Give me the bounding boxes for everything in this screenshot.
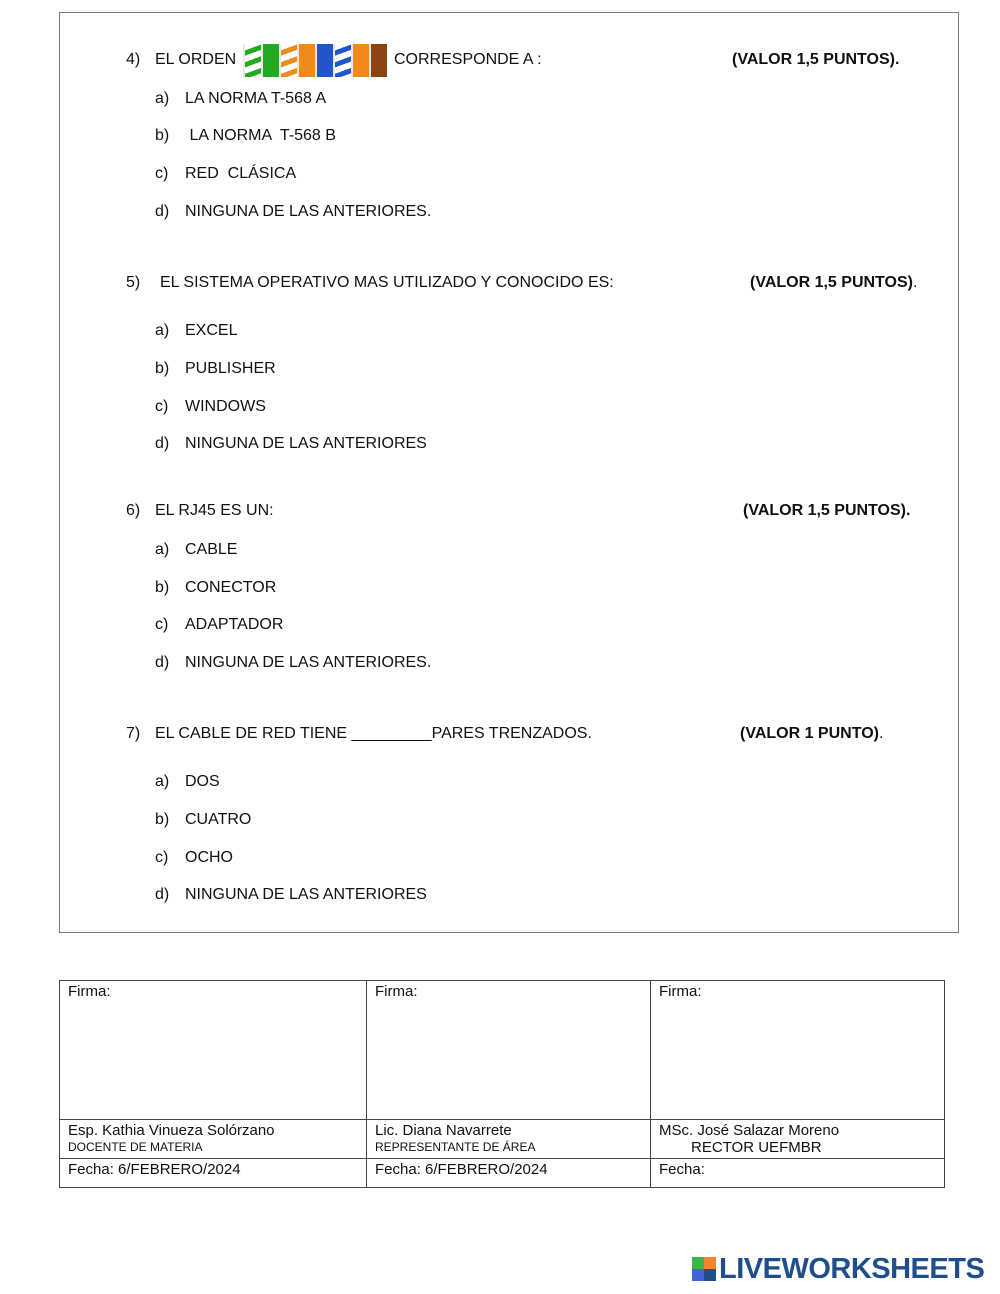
signer-role: DOCENTE DE MATERIA	[68, 1140, 203, 1154]
firma-label: Firma:	[68, 983, 111, 1000]
option-letter: d)	[155, 654, 170, 671]
option-letter: a)	[155, 322, 170, 339]
cable-wire	[279, 44, 297, 77]
signer-role: REPRESENTANTE DE ÁREA	[375, 1140, 536, 1154]
liveworksheets-logo[interactable]	[692, 1254, 984, 1284]
cable-color-order-image	[243, 44, 387, 77]
question-value: (VALOR 1 PUNTO).	[740, 725, 884, 742]
option-letter: c)	[155, 849, 169, 866]
question-text: EL RJ45 ES UN:	[155, 502, 274, 519]
option-letter: c)	[155, 165, 169, 182]
signature-cell	[651, 981, 945, 1120]
firma-label: Firma:	[659, 983, 702, 1000]
option-text: CUATRO	[185, 811, 252, 828]
question-number: 6)	[126, 502, 141, 519]
signer-cell	[651, 1120, 945, 1159]
option-letter: a)	[155, 541, 170, 558]
cable-wire	[297, 44, 315, 77]
question-number: 7)	[126, 725, 141, 742]
cable-wire	[333, 44, 351, 77]
option-text: OCHO	[185, 849, 233, 866]
signer-name: MSc. José Salazar Moreno	[659, 1122, 840, 1139]
question-number: 4)	[126, 51, 141, 68]
signer-cell	[367, 1120, 651, 1159]
question-value: (VALOR 1,5 PUNTOS).	[743, 502, 911, 519]
option-text: LA NORMA T-568 A	[185, 90, 327, 107]
option-letter: a)	[155, 773, 170, 790]
question-text: EL SISTEMA OPERATIVO MAS UTILIZADO Y CONOCIDO ES:	[160, 274, 614, 291]
question-7	[126, 724, 592, 744]
option-letter: c)	[155, 398, 169, 415]
date-cell: Fecha: 6/FEBRERO/2024	[60, 1159, 367, 1188]
signer-name: Lic. Diana Navarrete	[375, 1122, 512, 1139]
option-text: NINGUNA DE LAS ANTERIORES	[185, 435, 427, 452]
cable-wire	[261, 44, 279, 77]
option-letter: a)	[155, 90, 170, 107]
question-value: (VALOR 1,5 PUNTOS).	[732, 51, 900, 68]
question-text-before: EL ORDEN	[155, 51, 237, 68]
date-cell: Fecha:	[651, 1159, 945, 1188]
cable-wire	[351, 44, 369, 77]
option-text: LA NORMA T-568 B	[185, 127, 336, 144]
option-text: NINGUNA DE LAS ANTERIORES.	[185, 654, 432, 671]
option-text: EXCEL	[185, 322, 238, 339]
question-4	[126, 50, 237, 70]
question-frame	[59, 12, 959, 933]
option-text: ADAPTADOR	[185, 616, 284, 633]
signer-name: Esp. Kathia Vinueza Solórzano	[68, 1122, 275, 1139]
option-letter: d)	[155, 435, 170, 452]
question-text: EL CABLE DE RED TIENE _________PARES TRENZADOS.	[155, 725, 592, 742]
question-value: (VALOR 1,5 PUNTOS).	[750, 274, 918, 291]
signature-cell	[367, 981, 651, 1120]
option-text: RED CLÁSICA	[185, 165, 297, 182]
cable-wire	[315, 44, 333, 77]
cable-wire	[369, 44, 387, 77]
option-text: CONECTOR	[185, 579, 277, 596]
option-letter: b)	[155, 127, 170, 144]
logo-text: LIVEWORKSHEETS	[719, 1252, 985, 1285]
option-text: NINGUNA DE LAS ANTERIORES.	[185, 203, 432, 220]
question-text-after: CORRESPONDE A :	[394, 51, 542, 68]
option-text: CABLE	[185, 541, 238, 558]
option-letter: b)	[155, 579, 170, 596]
logo-mark-icon	[692, 1257, 716, 1281]
firma-label: Firma:	[375, 983, 418, 1000]
option-text: PUBLISHER	[185, 360, 276, 377]
question-6	[126, 501, 274, 521]
date-cell: Fecha: 6/FEBRERO/2024	[367, 1159, 651, 1188]
option-letter: b)	[155, 360, 170, 377]
option-text: WINDOWS	[185, 398, 266, 415]
question-5	[126, 273, 614, 293]
question-number: 5)	[126, 274, 141, 291]
signature-table	[59, 980, 945, 1188]
option-text: NINGUNA DE LAS ANTERIORES	[185, 886, 427, 903]
signature-cell	[60, 981, 367, 1120]
option-letter: b)	[155, 811, 170, 828]
option-letter: d)	[155, 203, 170, 220]
signer-role: RECTOR UEFMBR	[691, 1139, 822, 1156]
cable-wire	[243, 44, 261, 77]
signer-cell	[60, 1120, 367, 1159]
option-letter: c)	[155, 616, 169, 633]
option-letter: d)	[155, 886, 170, 903]
option-text: DOS	[185, 773, 220, 790]
